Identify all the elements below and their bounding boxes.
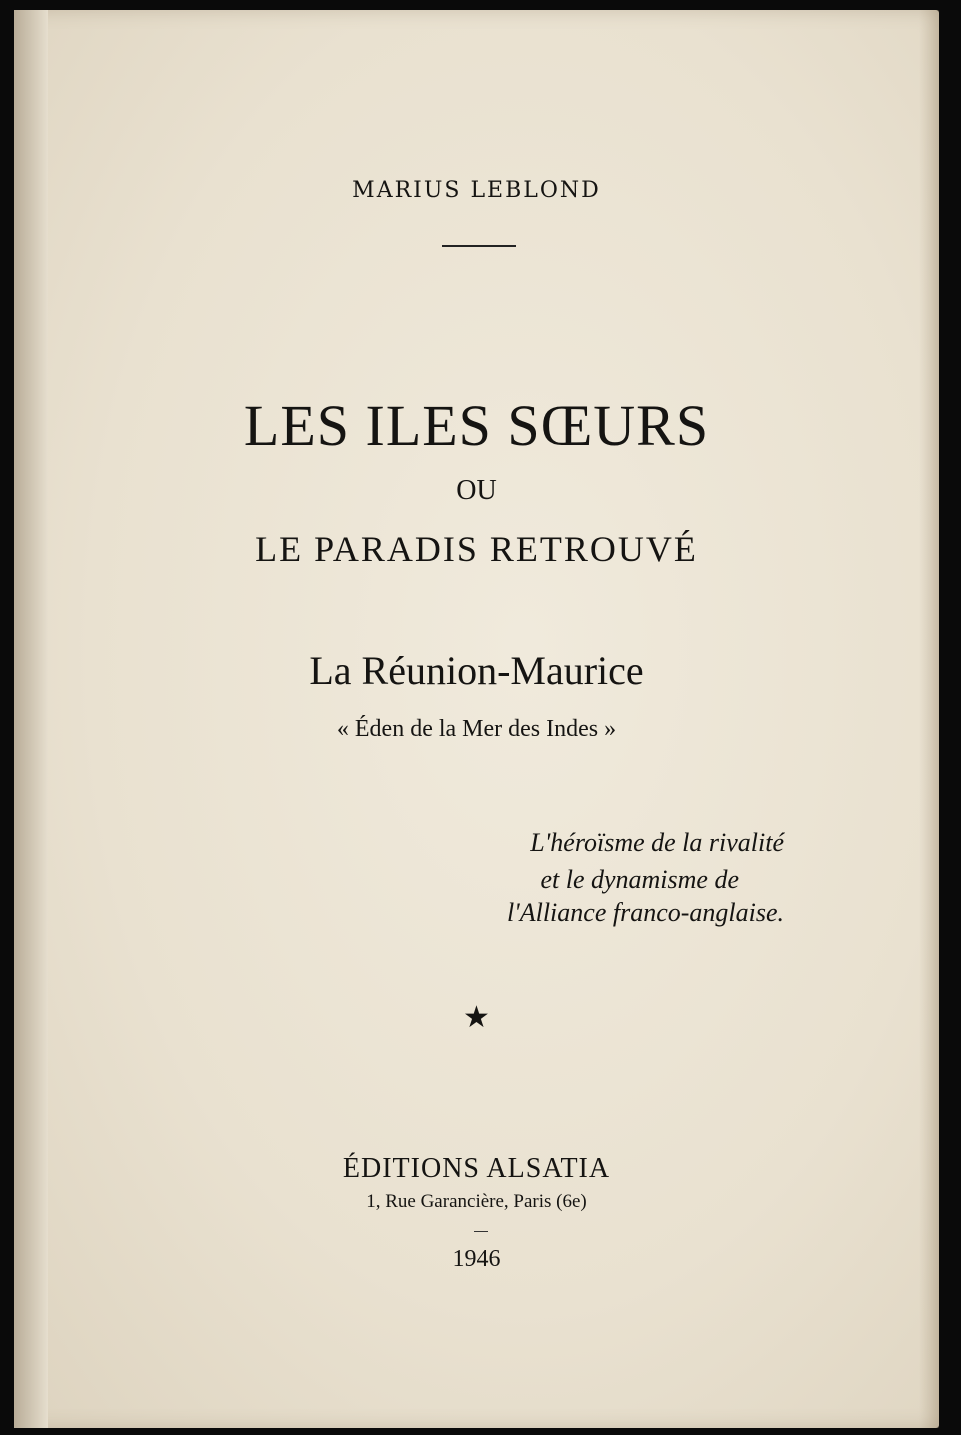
epigraph-line-2: et le dynamisme de bbox=[540, 865, 739, 894]
author-name: MARIUS LEBLOND bbox=[352, 178, 601, 203]
publisher-address: 1, Rue Garancière, Paris (6e) bbox=[366, 1191, 587, 1212]
subtitle: La Réunion-Maurice bbox=[309, 648, 644, 693]
book-page bbox=[14, 10, 939, 1428]
author-divider bbox=[442, 245, 516, 247]
subtitle-quote: « Éden de la Mer des Indes » bbox=[336, 716, 617, 742]
publication-year: 1946 bbox=[452, 1246, 501, 1272]
title-line-1: LES ILES SŒURS bbox=[243, 393, 710, 458]
title-line-2: LE PARADIS RETROUVÉ bbox=[255, 529, 698, 569]
epigraph-line-1: L'héroïsme de la rivalité bbox=[530, 828, 784, 857]
year-divider bbox=[474, 1231, 488, 1232]
title-conjunction: OU bbox=[456, 475, 497, 506]
star-ornament-icon: ★ bbox=[463, 1000, 490, 1035]
epigraph-line-3: l'Alliance franco-anglaise. bbox=[506, 898, 784, 927]
publisher-name: ÉDITIONS ALSATIA bbox=[342, 1153, 611, 1184]
